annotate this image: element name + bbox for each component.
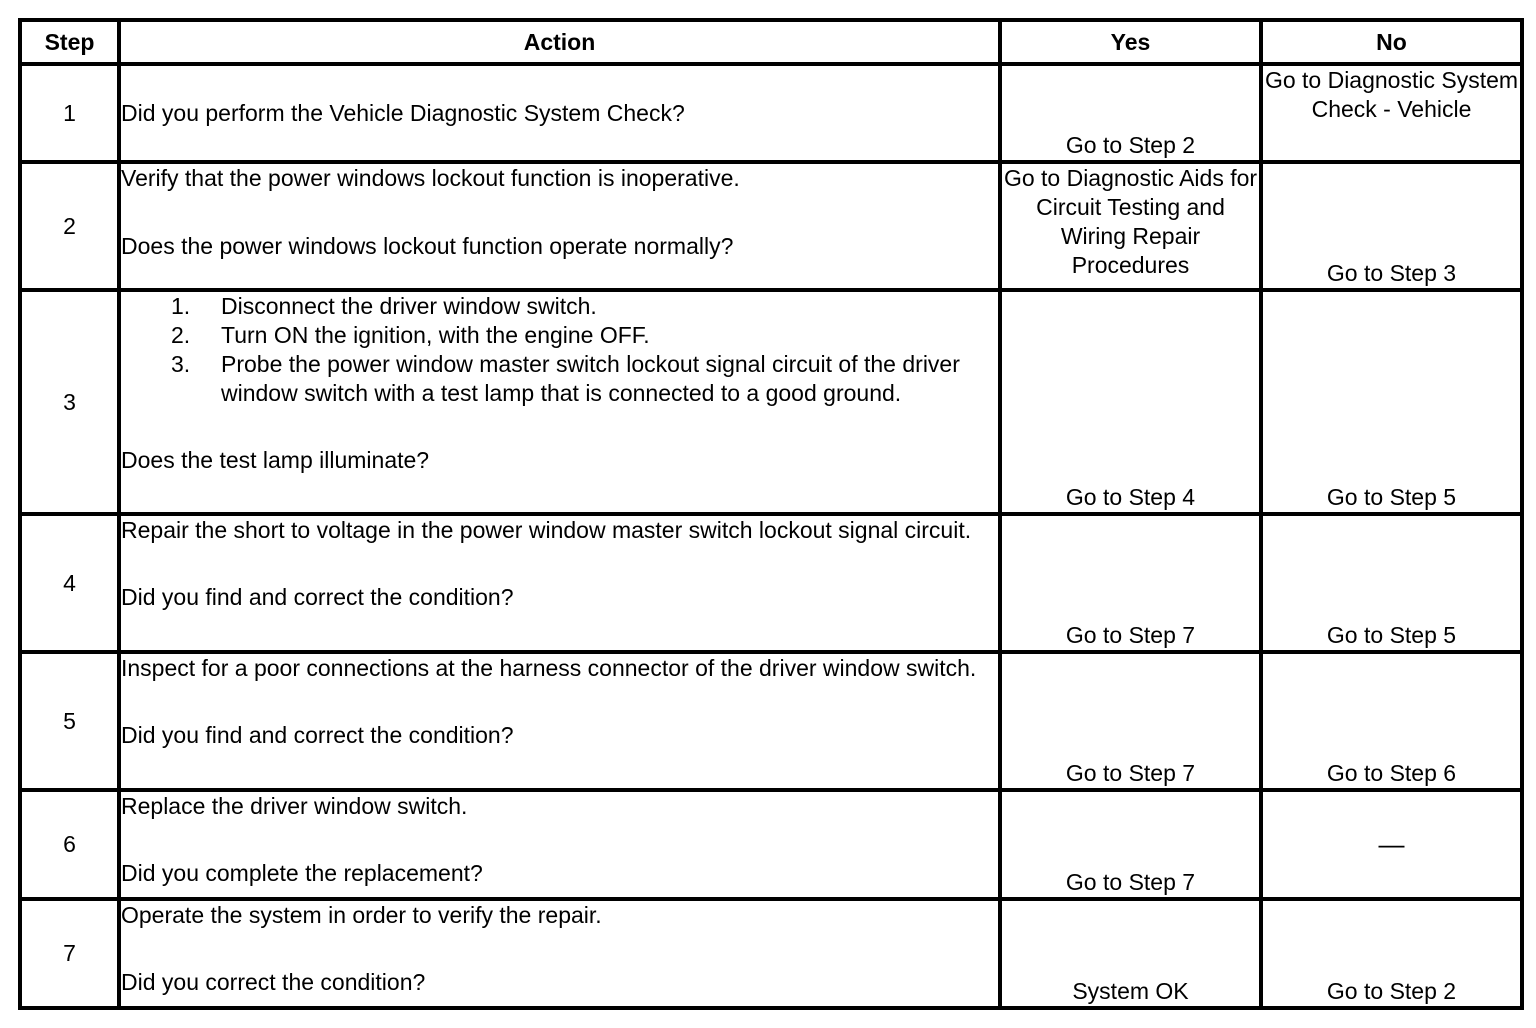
action-intro: Operate the system in order to verify the repair. [121,902,602,928]
table-row [20,64,1522,162]
action-cell [119,652,1000,790]
list-item-text: Probe the power window master switch lockout signal circuit of the driver window switch with a test lamp that is connected to a good ground. [221,351,960,406]
no-cell: Go to Step 3 [1261,162,1522,290]
step-number: 6 [20,790,119,899]
no-cell [1261,790,1522,899]
list-item-text: Disconnect the driver window switch. [221,293,597,319]
list-item [121,350,998,408]
yes-cell: Go to Step 7 [1000,514,1261,652]
table-row [20,162,1522,290]
action-question: Does the test lamp illuminate? [121,447,430,473]
action-steps-list [121,292,998,408]
list-item [121,321,998,350]
action-question: Did you correct the condition? [121,969,426,995]
action-cell [119,64,1000,162]
no-cell: Go to Step 5 [1261,290,1522,514]
action-cell [119,514,1000,652]
not-applicable-dash: — [1378,828,1405,859]
header-yes: Yes [1000,20,1261,64]
action-cell [119,899,1000,1008]
no-cell: Go to Diagnostic System Check - Vehicle [1261,64,1522,162]
step-number: 3 [20,290,119,514]
diagnostic-table [18,18,1524,1010]
table-row [20,899,1522,1008]
action-question: Does the power windows lockout function operate normally? [121,233,734,259]
step-number: 2 [20,162,119,290]
step-number: 1 [20,64,119,162]
action-cell [119,290,1000,514]
table-row [20,652,1522,790]
step-number: 4 [20,514,119,652]
yes-cell: Go to Step 7 [1000,652,1261,790]
list-item-number: 2. [171,322,191,348]
yes-cell: Go to Step 7 [1000,790,1261,899]
action-question: Did you find and correct the condition? [121,722,514,748]
table-row [20,514,1522,652]
step-number: 5 [20,652,119,790]
action-intro: Replace the driver window switch. [121,793,468,819]
action-cell [119,162,1000,290]
action-question: Did you perform the Vehicle Diagnostic System Check? [121,99,685,126]
list-item [121,292,998,321]
header-step: Step [20,20,119,64]
action-intro: Verify that the power windows lockout function is inoperative. [121,165,740,191]
action-question: Did you complete the replacement? [121,860,483,886]
action-cell [119,790,1000,899]
action-question: Did you find and correct the condition? [121,584,514,610]
list-item-number: 3. [171,351,191,377]
no-cell: Go to Step 5 [1261,514,1522,652]
yes-cell: System OK [1000,899,1261,1008]
action-intro: Repair the short to voltage in the power window master switch lockout signal circuit. [121,517,972,543]
list-item-text: Turn ON the ignition, with the engine OFF. [221,322,650,348]
table-header-row [20,20,1522,64]
header-no: No [1261,20,1522,64]
table-row [20,290,1522,514]
header-action: Action [119,20,1000,64]
list-item-number: 1. [171,293,191,319]
yes-cell: Go to Step 4 [1000,290,1261,514]
yes-cell: Go to Diagnostic Aids for Circuit Testing and Wiring Repair Procedures [1000,162,1261,290]
action-intro: Inspect for a poor connections at the harness connector of the driver window switch. [121,655,977,681]
no-cell: Go to Step 2 [1261,899,1522,1008]
table-row [20,790,1522,899]
step-number: 7 [20,899,119,1008]
no-cell: Go to Step 6 [1261,652,1522,790]
yes-cell: Go to Step 2 [1000,64,1261,162]
